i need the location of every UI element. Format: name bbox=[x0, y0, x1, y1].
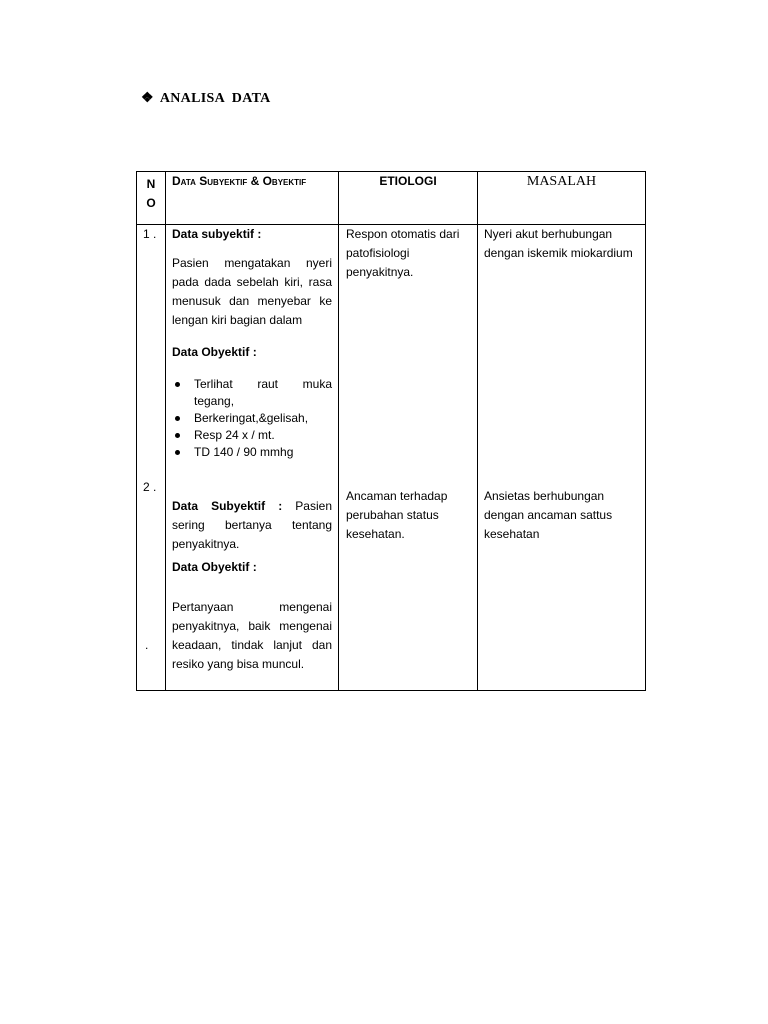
list-item: TD 140 / 90 mmhg bbox=[172, 444, 332, 461]
header-no-line2: O bbox=[146, 196, 156, 210]
list-item: Berkeringat,&gelisah, bbox=[172, 410, 332, 427]
entry2-objective-label: Data Obyektif : bbox=[172, 560, 257, 574]
etiologi-cell bbox=[339, 225, 478, 691]
entry1-subjective-text: Pasien mengatakan nyeri pada dada sebelah kiri, rasa menusuk dan menyebar ke lengan kiri bagian dalam bbox=[172, 256, 332, 327]
entry1-masalah: Nyeri akut berhubungan dengan iskemik miokardium bbox=[484, 227, 633, 260]
list-item: Resp 24 x / mt. bbox=[172, 427, 332, 444]
entry2-objective-text: Pertanyaan mengenai penyakitnya, baik mengenai keadaan, tindak lanjut dan resiko yang bisa muncul. bbox=[172, 600, 332, 671]
diamond-bullet-icon: ❖ bbox=[141, 91, 154, 106]
entry1-objective-list bbox=[172, 376, 332, 461]
list-item: Terlihat raut muka tegang, bbox=[172, 376, 332, 410]
entry1-objective-label: Data Obyektif : bbox=[172, 345, 257, 359]
table-header-row bbox=[137, 172, 646, 225]
row-number-2: 2 . bbox=[143, 480, 157, 494]
row-dot: . bbox=[145, 638, 149, 652]
header-data: Data Subyektif & Obyektif bbox=[166, 172, 339, 225]
header-etiologi: ETIOLOGI bbox=[339, 172, 478, 225]
header-no bbox=[137, 172, 166, 225]
heading-title: ANALISA DATA bbox=[159, 91, 271, 106]
masalah-cell bbox=[478, 225, 646, 691]
number-cell bbox=[137, 225, 166, 691]
entry2-subjective bbox=[172, 497, 332, 554]
entry2-etiologi: Ancaman terhadap perubahan status kesehatan. bbox=[346, 489, 448, 541]
entry2-subjective-label: Data Subyektif : bbox=[172, 499, 283, 513]
header-masalah: MASALAH bbox=[478, 172, 646, 225]
entry1-subjective-label: Data subyektif : bbox=[172, 227, 262, 241]
analysis-table bbox=[136, 171, 646, 691]
entry2-subjective-text: Pasien sering bertanya tentang penyakitnya. bbox=[172, 499, 332, 551]
header-no-line1: N bbox=[146, 177, 156, 191]
data-cell bbox=[166, 225, 339, 691]
entry2-masalah: Ansietas berhubungan dengan ancaman sattus kesehatan bbox=[484, 489, 613, 541]
page-heading bbox=[141, 90, 271, 107]
table-row bbox=[137, 225, 646, 691]
entry1-etiologi: Respon otomatis dari patofisiologi penyakitnya. bbox=[346, 227, 460, 279]
row-number-1: 1 . bbox=[143, 227, 157, 241]
